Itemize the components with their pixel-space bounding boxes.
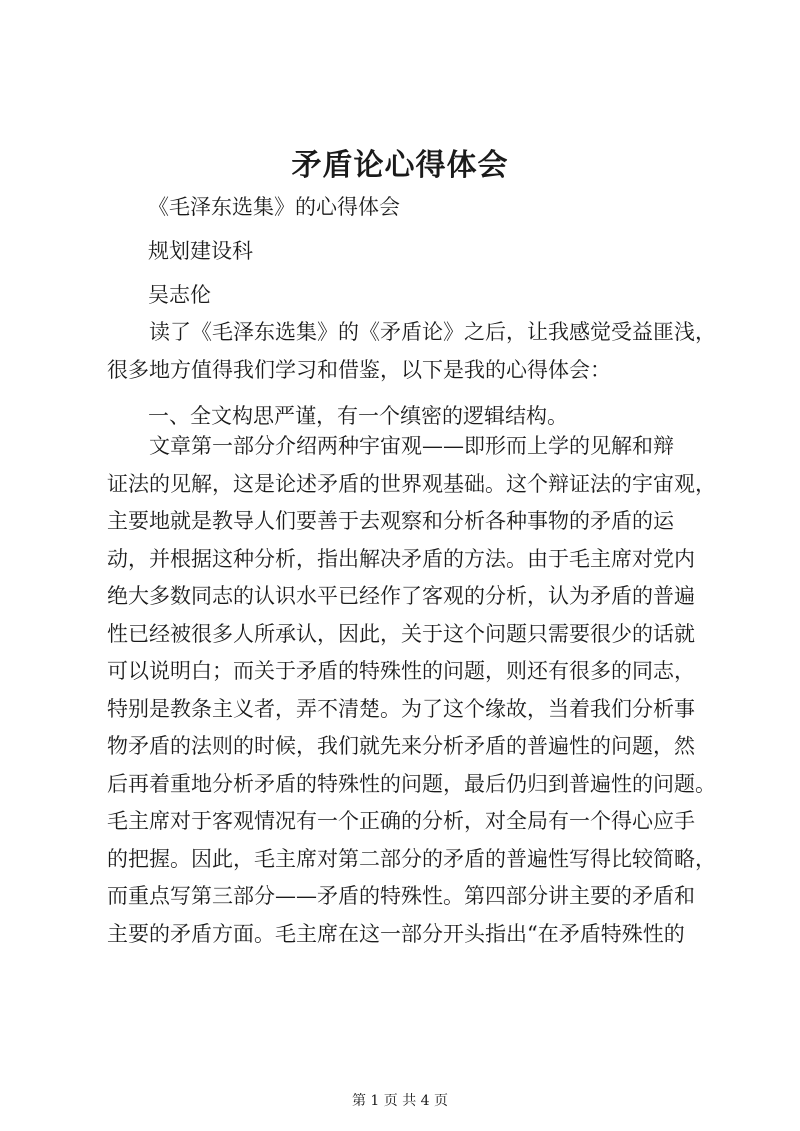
intro-line: 读了《毛泽东选集》的《矛盾论》之后，让我感觉受益匪浅，	[149, 320, 716, 344]
intro-paragraph	[107, 314, 716, 389]
document-title: 矛盾论心得体会	[291, 148, 509, 183]
body-paragraph	[107, 428, 716, 953]
intro-line: 很多地方值得我们学习和借鉴，以下是我的心得体会：	[107, 357, 611, 382]
body-line: 的把握。因此，毛主席对第二部分的矛盾的普遍性写得比较简略，	[107, 846, 716, 871]
document-subtitle: 《毛泽东选集》的心得体会	[148, 195, 400, 219]
body-line: 可以说明白；而关于矛盾的特殊性的问题，则还有很多的同志，	[107, 659, 695, 683]
body-line: 后再着重地分析矛盾的特殊性的问题，最后仍归到普遍性的问题。	[107, 771, 716, 796]
body-line: 特别是教条主义者，弄不清楚。为了这个缘故，当着我们分析事	[107, 696, 695, 721]
page-number-footer: 第 1 页 共 4 页	[351, 1093, 449, 1109]
author-name: 吴志伦	[148, 283, 211, 307]
body-line: 主要的矛盾方面。毛主席在这一部分开头指出“在矛盾特殊性的	[107, 921, 685, 946]
body-line: 绝大多数同志的认识水平已经作了客观的分析，认为矛盾的普遍	[107, 584, 695, 608]
body-line: 动，并根据这种分析，指出解决矛盾的方法。由于毛主席对党内	[107, 546, 695, 571]
body-line: 性已经被很多人所承认，因此，关于这个问题只需要很少的话就	[107, 621, 695, 646]
body-line: 物矛盾的法则的时候，我们就先来分析矛盾的普遍性的问题，然	[107, 734, 695, 758]
body-line: 毛主席对于客观情况有一个正确的分析，对全局有一个得心应手	[107, 809, 695, 833]
body-line: 文章第一部分介绍两种宇宙观——即形而上学的见解和辩	[149, 434, 674, 458]
body-line: 主要地就是教导人们要善于去观察和分析各种事物的矛盾的运	[107, 509, 674, 533]
body-line: 证法的见解，这是论述矛盾的世界观基础。这个辩证法的宇宙观，	[107, 471, 716, 496]
department-label: 规划建设科	[148, 239, 253, 263]
body-line: 而重点写第三部分——矛盾的特殊性。第四部分讲主要的矛盾和	[107, 884, 695, 908]
section-heading: 一、全文构思严谨，有一个缜密的逻辑结构。	[148, 404, 568, 428]
